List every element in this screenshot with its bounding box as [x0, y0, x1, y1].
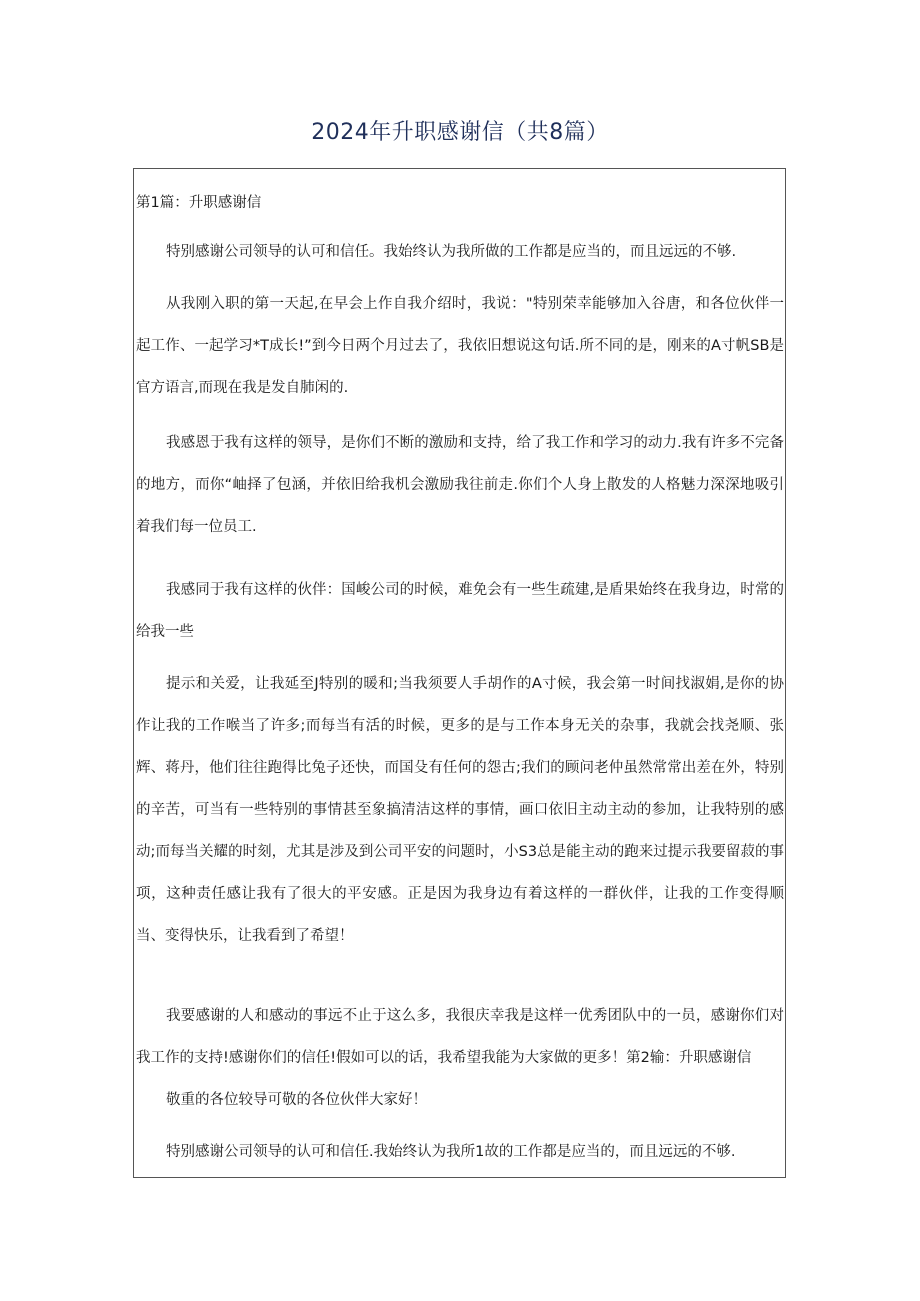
paragraph-2: 从我刚入职的第一天起,在早会上作自我介绍时，我说："特别荣幸能够加入谷唐，和各位伙伴一起工作、一起学习*T成长!”到今日两个月过去了，我依旧想说这句话.所不同的是，刚来的A寸帆SB是官方语言,而现在我是发自肺闲的.	[136, 296, 784, 396]
content-box	[133, 168, 786, 1178]
paragraph-6: 我要感谢的人和感动的事远不止于这么多，我很庆幸我是这样一优秀团队中的一员，感谢你们对我工作的支持!感谢你们的信任!假如可以的话，我希望我能为大家做的更多！第2输：升职感谢信	[136, 1008, 784, 1066]
paragraph-7: 敬重的各位较导可敬的各位伙伴大家好！	[166, 1092, 427, 1108]
document-title: 2024年升职感谢信（共8篇）	[311, 120, 609, 145]
paragraph-4: 我感同于我有这样的伙伴：国峻公司的时候，难免会有一些生疏建,是盾果始终在我身边，时常的给我一些	[136, 582, 784, 640]
paragraph-3: 我感恩于我有这样的领导，是你们不断的激励和支持，给了我工作和学习的动力.我有许多不完备的地方，而你“岫择了包涵，并依旧给我机会激励我往前走.你们个人身上散发的人格魅力深深地吸引着我们每一位员工.	[136, 435, 784, 535]
paragraph-1: 特别感谢公司领导的认可和信任。我始终认为我所做的工作都是应当的，而且远远的不够.	[166, 244, 737, 260]
paragraph-8: 特别感谢公司领导的认可和信任.我始终认为我所1故的工作都是应当的，而且远远的不够.	[166, 1144, 736, 1160]
section-heading: 第1篇：升职感谢信	[136, 195, 262, 211]
paragraph-5: 提示和关爱，让我延至J特别的暖和;当我须要人手胡作的A寸候，我会第一时间找淑娟,是你的协作让我的工作喉当了许多;而每当有活的时候，更多的是与工作本身无关的杂事，我就会找尧顺、张辉、蒋丹，他们往往跑得比兔子还快，而国殳有任何的怨古;我们的顾问老仲虽然常常出差在外，特别的辛苦，可当有一些特别的事情甚至象搞清洁这样的事情，画口依旧主动主动的参加，让我特别的感动;而每当关耀的时刻，尤其是涉及到公司平安的问题时，小S3总是能主动的跑来过提示我要留菽的事项，这种责任感让我有了很大的平安感。正是因为我身边有着这样的一群伙伴，让我的工作变得顺当、变得快乐，让我看到了希望！	[136, 676, 784, 944]
